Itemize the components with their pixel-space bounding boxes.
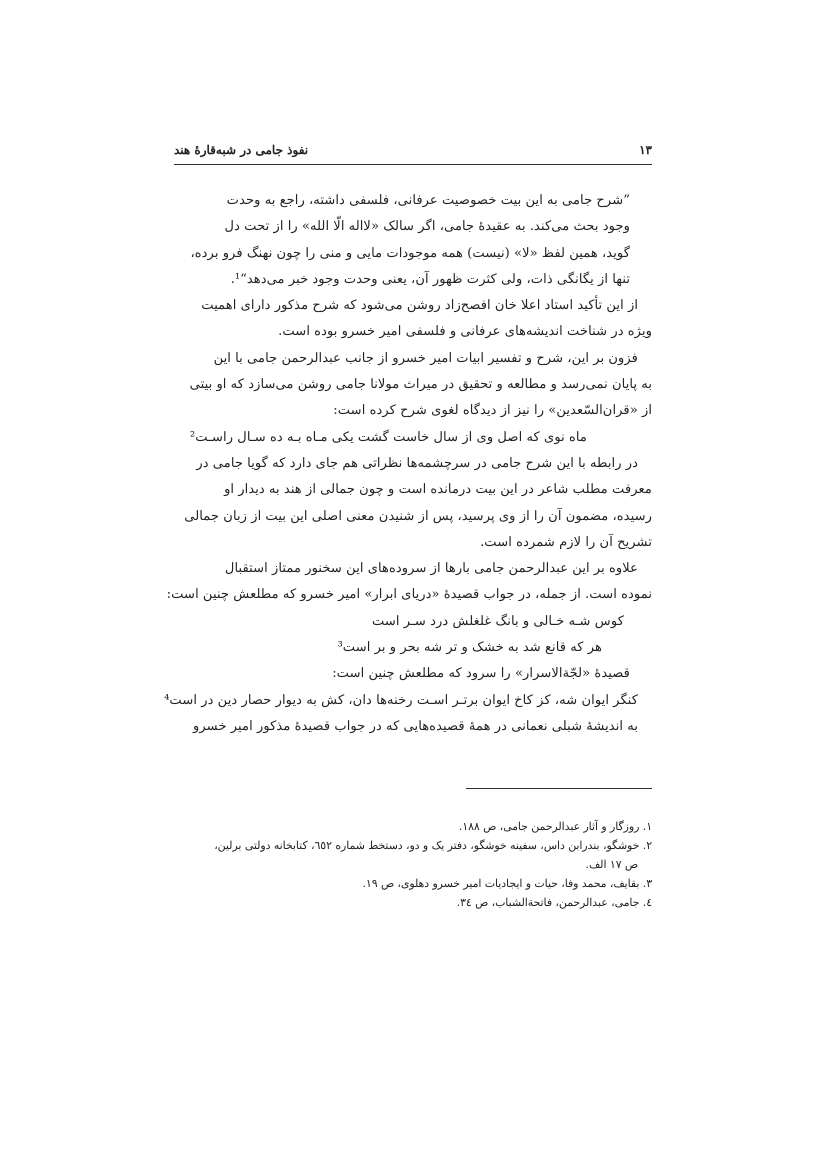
- footnote-divider: [466, 788, 652, 789]
- paragraph-line: به اندیشهٔ شبلی نعمانی در همهٔ قصیده‌هایی که در جواب قصیدهٔ مذکور امیر خسرو: [193, 718, 638, 734]
- paragraph-line: از این تأکید استاد اعلا خان افصح‌زاد روشن می‌شود که شرح مذکور دارای اهمیت: [201, 298, 638, 314]
- page-header: [174, 143, 652, 163]
- page-number: ۱۳: [639, 143, 652, 157]
- paragraph-line: علاوه بر این عبدالرحمن جامی بارها از سروده‌های این سخنور ممتاز استقبال: [224, 561, 638, 577]
- verse-line: ماه نوی که اصل وی از سال خاست گشت یکی مـاه بـه ده سـال راسـت²: [189, 429, 587, 445]
- verse-line: کنگر ایوان شه، کز کاخ ایوان برتـر اسـت رخنه‌ها دان، کش به دیوار حصار دین در است⁴: [164, 692, 638, 708]
- body-text: [164, 188, 652, 740]
- verse-line: کوس شـه خـالی و بانگ غلغلش درد سـر است: [371, 613, 624, 629]
- quote-line: ”شرح جامی به این بیت خصوصیت عرفانی، فلسفی داشته، راجع به وحدت: [226, 193, 630, 208]
- footnote: ۳. بقایف، محمد وفا، حیات و ایجادیات امیر خسرو دهلوی، ص ۱۹.: [362, 877, 652, 890]
- paragraph-line: به پایان نمی‌رسد و مطالعه و تحقیق در میراث مولانا جامی روشن می‌سازد که او بیتی: [189, 377, 652, 393]
- footnote-continuation: ص ۱۷ الف.: [585, 858, 638, 871]
- paragraph-line: رسیده، مضمون آن را از وی پرسید، پس از شنیدن معنی اصلی این بیت از زبان جمالی: [184, 508, 652, 524]
- paragraph-line: از «قران‌السّعدین» را نیز از دیدگاه لغوی شرح کرده است:: [333, 403, 652, 419]
- quote-line: تنها از یگانگی ذات، ولی کثرت ظهور آن، یعنی وحدت وجود خبر می‌دهد“¹.: [230, 271, 630, 287]
- verse-line: هر که قانع شد به خشک و تر شه بحر و بر است³: [337, 640, 602, 656]
- header-divider: [174, 164, 652, 165]
- paragraph-line: قصیدهٔ «لجّة‌الاسرار» را سرود که مطلعش چنین است:: [332, 666, 630, 682]
- paragraph-line: نموده است. از جمله، در جواب قصیدهٔ «دریای ابرار» امیر خسرو که مطلعش چنین است:: [166, 587, 652, 603]
- footnotes: [174, 817, 652, 912]
- paragraph-line: تشریح آن را لازم شمرده است.: [480, 534, 652, 550]
- paragraph-line: در رابطه با این شرح جامی در سرچشمه‌ها نظراتی هم جای دارد که گویا جامی در: [196, 455, 638, 471]
- running-title: نفوذ جامی در شبه‌قارهٔ هند: [174, 143, 309, 157]
- paragraph-line: ویژه در شناخت اندیشه‌های عرفانی و فلسفی امیر خسرو بوده است.: [278, 324, 652, 340]
- paragraph-line: فزون بر این، شرح و تفسیر ابیات امیر خسرو از جانب عبدالرحمن جامی با این: [213, 350, 638, 366]
- footnote: ٤. جامی، عبدالرحمن، فاتحةالشباب، ص ۳٤.: [456, 896, 652, 909]
- quote-line: وجود بحث می‌کند. به عقیدهٔ جامی، اگر سالک «لااله الّا الله» را از تحت دل: [224, 219, 630, 235]
- paragraph-line: معرفت مطلب شاعر در این بیت درمانده است و چون جمالی از هند به دیدار او: [224, 482, 652, 498]
- footnote: ۲. خوشگو، بندرابن داس، سفینه خوشگو، دفتر یک و دو، دستخط شماره ٦٥٢، کتابخانه دولتی برلین،: [214, 839, 652, 852]
- footnote: ۱. روزگار و آثار عبدالرحمن جامی، ص ۱۸۸.: [458, 820, 652, 833]
- quote-line: گوید، همین لفظ «لا» (نیست) همه موجودات مایی و منی را چون نهنگ فرو برده،: [190, 245, 630, 261]
